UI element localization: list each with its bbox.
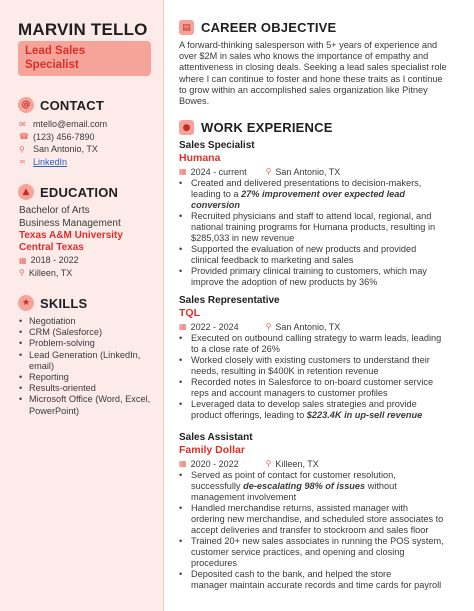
skill-item <box>19 350 159 361</box>
skill-text: Problem-solving <box>29 338 95 349</box>
bullet-line <box>179 525 467 536</box>
calendar-icon: ▦ <box>179 167 187 176</box>
bullet-text <box>191 222 467 233</box>
bullet-text-part: Recruited physicians and staff to attend local, regional, and <box>191 211 432 221</box>
bullet-line <box>179 388 467 399</box>
bullet-line <box>179 470 467 481</box>
bullet-text-part: $285,033 in new revenue <box>191 233 295 243</box>
skills-heading <box>18 295 87 311</box>
bullet-mark: • <box>179 377 183 387</box>
bullet-text-part: reps and account managers to customer profiles <box>191 388 388 398</box>
bullet-text <box>191 266 467 277</box>
location-text: San Antonio, TX <box>33 144 98 155</box>
bullet-mark <box>179 558 191 569</box>
bullet-line <box>179 344 467 355</box>
skill-text: PowerPoint) <box>29 405 80 416</box>
highlight-text: $223.4K in up-sell revenue <box>306 410 423 420</box>
highlight-text: 27% improvement over expected lead <box>241 189 405 199</box>
location-pin-icon: ⚲ <box>265 322 272 331</box>
skill-item <box>19 406 159 417</box>
calendar-icon: ▦ <box>179 322 187 331</box>
bullet-text-part: Leveraged data to develop sales strategies and provide <box>191 399 417 409</box>
bullet-text-part: Handled merchandise returns, assisted manager with <box>191 503 409 513</box>
job-dates: 2024 - current <box>190 166 247 177</box>
bullet-text <box>191 514 467 525</box>
job-title: Sales Assistant <box>179 432 253 443</box>
bullet-text <box>191 211 467 222</box>
bullet-line <box>179 536 467 547</box>
skill-item <box>19 316 159 327</box>
skill-item <box>19 338 159 349</box>
company-name: Humana <box>179 152 221 164</box>
bullet-mark: • <box>179 244 183 254</box>
skill-text: Microsoft Office (Word, Excel, <box>29 394 151 405</box>
bullet-line <box>179 266 467 277</box>
bullet-text-part: Supported the evaluation of new products and provided <box>191 244 417 254</box>
bullet-mark: • <box>179 333 183 343</box>
bullet-text <box>191 189 467 200</box>
bullet-mark <box>179 366 191 377</box>
job-meta <box>179 165 467 178</box>
education-entry <box>19 205 159 279</box>
bullet-mark <box>179 388 191 399</box>
objective-line: attentiveness in closing deals. Seeking a lead sales specialist role <box>179 62 447 73</box>
bullet-line <box>179 355 467 366</box>
bullet-text <box>191 536 467 547</box>
education-heading <box>18 184 118 200</box>
contact-heading-label: CONTACT <box>40 97 104 113</box>
sidebar <box>0 0 164 611</box>
bullet-text <box>191 569 467 580</box>
bullet-mark: • <box>179 503 183 513</box>
bullet-mark <box>179 233 191 244</box>
bullet-line <box>179 255 467 266</box>
bullet-text-part: Created and delivered presentations to decision-makers, <box>191 178 422 188</box>
bullet-text-part: leading to a <box>191 189 242 199</box>
contact-phone <box>19 131 107 144</box>
objective-line: to grow within an accomplished sales organization like Pitney <box>179 84 428 95</box>
objective-text <box>179 40 464 107</box>
bullet-text-part: Recorded notes in Salesforce to on-board customer service <box>191 377 434 387</box>
bullet-text-part: procedures <box>191 558 237 568</box>
bullet-line <box>179 244 467 255</box>
bullet-mark: • <box>179 470 183 480</box>
bullet-mark: • <box>179 266 183 276</box>
degree-line: Bachelor of Arts <box>19 205 90 216</box>
bullet-text <box>191 178 467 189</box>
bullet-text <box>191 503 467 514</box>
bullet-mark <box>179 492 191 503</box>
bullet-mark: • <box>19 316 23 326</box>
job-title: Sales Specialist <box>179 140 255 151</box>
person-icon: ● <box>179 120 194 135</box>
bullet-text <box>191 344 467 355</box>
bullet-text-part: Deposited cash to the bank, and helped the store <box>191 569 392 579</box>
bullet-line <box>179 377 467 388</box>
bullet-text <box>191 399 467 410</box>
bullet-text-part: improve the adoption of new products by 36% <box>191 277 378 287</box>
bullet-line <box>179 492 467 503</box>
bullet-text-part: customer service practices, and opening and closing <box>191 547 405 557</box>
bullet-text-part: Executed on outbound calling strategy to warm leads, leading <box>191 333 442 343</box>
job-dates: 2020 - 2022 <box>190 458 239 469</box>
bullet-mark: • <box>179 178 183 188</box>
bullet-text <box>191 277 467 288</box>
bullet-text <box>191 377 467 388</box>
bullet-text <box>191 233 467 244</box>
role-title-box <box>18 41 151 76</box>
school-name: Texas A&M University <box>19 230 123 241</box>
job-dates: 2022 - 2024 <box>190 321 239 332</box>
role-title-line: Specialist <box>25 59 79 71</box>
bullet-text <box>191 470 467 481</box>
bullet-line <box>179 481 467 492</box>
contact-heading <box>18 97 104 113</box>
skill-item <box>19 361 159 372</box>
bullet-text-part: Served as point of contact for customer resolution, <box>191 470 396 480</box>
bullet-line <box>179 366 467 377</box>
experience-heading-label: WORK EXPERIENCE <box>201 120 333 135</box>
location-pin-icon: ⚲ <box>19 144 25 154</box>
skill-text: Reporting <box>29 372 69 383</box>
experience-heading <box>179 120 333 135</box>
star-icon: ★ <box>18 295 34 311</box>
bullet-line <box>179 200 467 211</box>
skill-text: Results-oriented <box>29 383 96 394</box>
phone-icon: ☎ <box>19 132 29 142</box>
bullet-mark <box>179 277 191 288</box>
job-title: Sales Representative <box>179 295 280 306</box>
bullet-line <box>179 558 467 569</box>
bullet-text-part: clinical feedback to marketing and sales <box>191 255 354 265</box>
bullet-text-part: Worked closely with existing customers to understand their <box>191 355 430 365</box>
company-name: Family Dollar <box>179 444 245 456</box>
bullet-line <box>179 410 467 421</box>
bullet-text <box>191 255 467 266</box>
skill-item <box>19 394 159 405</box>
bullet-line <box>179 189 467 200</box>
bullet-mark <box>179 344 191 355</box>
bullet-line <box>179 222 467 233</box>
bullet-text <box>191 355 467 366</box>
bullet-mark: • <box>19 349 23 360</box>
linkedin-link[interactable]: LinkedIn <box>33 156 68 167</box>
bullet-text-part: successfully <box>191 481 244 491</box>
bullet-mark <box>19 406 29 417</box>
bullet-text <box>191 547 467 558</box>
bullet-text <box>191 481 467 492</box>
job-meta <box>179 457 467 470</box>
bullet-mark <box>179 410 191 421</box>
job-entry <box>179 140 467 288</box>
skill-item <box>19 383 159 394</box>
email-text: mtello@email.com <box>33 119 108 130</box>
objective-heading-label: CAREER OBJECTIVE <box>201 20 337 35</box>
bullet-mark: • <box>19 394 23 405</box>
dates-text: 2018 - 2022 <box>30 255 79 266</box>
bullet-mark <box>179 547 191 558</box>
skill-text: Lead Generation (LinkedIn, <box>29 349 141 360</box>
job-entry <box>179 432 467 591</box>
contact-location <box>19 143 107 156</box>
bullet-text <box>191 410 467 421</box>
bullet-line <box>179 514 467 525</box>
bullet-mark: • <box>179 399 183 409</box>
calendar-icon: ▦ <box>19 255 27 265</box>
bullet-mark <box>179 255 191 266</box>
bullet-line <box>179 178 467 189</box>
highlight-text: de-escalating 98% of issues <box>243 481 366 491</box>
bullet-text <box>191 388 467 399</box>
skills-list <box>19 316 159 417</box>
bullet-line <box>179 233 467 244</box>
location-text: Killeen, TX <box>28 267 73 278</box>
objective-heading <box>179 20 336 35</box>
contact-list <box>19 118 107 168</box>
bullet-line <box>179 547 467 558</box>
bullet-text <box>191 525 467 536</box>
role-title-line: Lead Sales <box>25 45 86 57</box>
bullet-text-part: Provided primary clinical training to customers, which may <box>191 266 427 276</box>
bullet-text-part: without <box>365 481 397 491</box>
bullet-mark <box>19 361 29 372</box>
job-location: San Antonio, TX <box>275 166 341 177</box>
bullet-text-part: manager maintain accurate records and time cards for payroll <box>191 580 442 590</box>
bullet-mark <box>179 580 191 591</box>
bullet-mark: • <box>179 211 183 221</box>
bullet-line <box>179 399 467 410</box>
company-name: TQL <box>179 307 200 319</box>
objective-line: A forward-thinking salesperson with 5+ years of experience and <box>179 40 438 50</box>
job-meta <box>179 320 467 333</box>
bullet-text <box>191 200 467 211</box>
education-location <box>19 267 159 280</box>
bullet-text-part: accept deliveries and transfer to stockroom and sales floor <box>191 525 429 535</box>
bullet-text <box>191 558 467 569</box>
bullet-mark <box>179 200 191 211</box>
bullet-mark: • <box>19 338 23 349</box>
bullet-text-part: to a close rate of 26% <box>191 344 280 354</box>
bullet-mark: • <box>19 383 23 394</box>
bullet-text <box>191 492 467 503</box>
bullet-line <box>179 211 467 222</box>
job-entry <box>179 295 467 421</box>
highlight-text: conversion <box>191 200 241 210</box>
contact-linkedin <box>19 156 107 169</box>
school-name: Central Texas <box>19 242 84 253</box>
location-pin-icon: ⚲ <box>265 167 272 176</box>
document-icon: ▤ <box>179 20 194 35</box>
bullet-text <box>191 580 467 591</box>
skills-heading-label: SKILLS <box>40 295 88 311</box>
objective-line: where I can continue to foster and hone these traits as I continue <box>179 73 443 84</box>
link-icon: ∞ <box>19 157 26 167</box>
bullet-text <box>191 333 467 344</box>
bullet-mark <box>179 514 191 525</box>
bullet-mark: • <box>179 536 183 546</box>
bullet-text-part: ordering new merchandise, and scheduled store associates to <box>191 514 444 524</box>
bullet-line <box>179 569 467 580</box>
education-dates <box>19 254 159 267</box>
bullet-line <box>179 333 467 344</box>
bullet-text <box>191 244 467 255</box>
envelope-icon: ✉ <box>19 119 26 129</box>
calendar-icon: ▦ <box>179 459 187 468</box>
bullet-mark: • <box>19 372 23 383</box>
bullet-text-part: product offerings, leading to <box>191 410 307 420</box>
job-location: San Antonio, TX <box>275 321 341 332</box>
at-sign-icon: @ <box>18 97 34 113</box>
bullet-mark <box>179 481 191 492</box>
education-heading-label: EDUCATION <box>40 184 119 200</box>
objective-line: Bowes. <box>179 96 210 107</box>
skill-text: CRM (Salesforce) <box>29 327 103 338</box>
bullet-mark <box>179 189 191 200</box>
bullet-text-part: needs, resulting in $400K in retention revenue <box>191 366 379 376</box>
phone-text: (123) 456-7890 <box>33 131 95 142</box>
bullet-mark: • <box>179 355 183 365</box>
bullet-mark <box>179 525 191 536</box>
skill-text: email) <box>29 360 55 371</box>
bullet-text-part: management involvement <box>191 492 297 502</box>
bullet-mark: • <box>179 569 183 579</box>
bullet-line <box>179 580 467 591</box>
candidate-name: MARVIN TELLO <box>18 20 148 39</box>
skill-item <box>19 327 159 338</box>
skill-text: Negotiation <box>29 316 76 326</box>
degree-line: Business Management <box>19 217 121 229</box>
location-pin-icon: ⚲ <box>265 459 272 468</box>
location-pin-icon: ⚲ <box>19 268 25 278</box>
contact-email <box>19 118 107 131</box>
bullet-text-part: national training programs for Humana products, resulting in <box>191 222 436 232</box>
bullet-line <box>179 277 467 288</box>
skill-item <box>19 372 159 383</box>
bullet-mark: • <box>19 327 23 338</box>
objective-line: over $2M in sales who knows the importance of empathy and <box>179 51 429 62</box>
graduation-cap-icon: ▲ <box>18 184 34 200</box>
bullet-line <box>179 503 467 514</box>
bullet-text <box>191 366 467 377</box>
bullet-text-part: Trained 20+ new sales associates in running the POS system, <box>191 536 444 546</box>
bullet-mark <box>179 222 191 233</box>
job-location: Killeen, TX <box>275 458 319 469</box>
